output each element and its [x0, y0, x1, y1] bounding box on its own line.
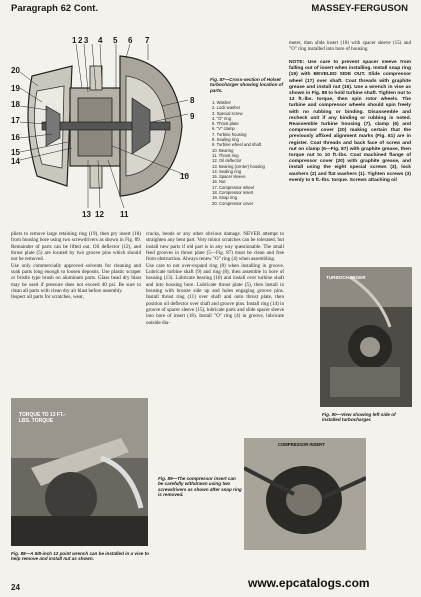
parts-list-item: 2. Lock washer	[212, 105, 241, 111]
parts-list-item: 13. Bearing (center) housing	[212, 163, 265, 169]
fig89-caption: Fig. 89—The compressor insert can be carefully withdrawn using two screwdrivers as shown after snap ring is removed.	[158, 476, 242, 498]
parts-list-item: 3. Special screw	[212, 110, 243, 116]
text-col2: cracks, bends or any other obvious damage. NEVER attempt to straighten any bent part. Very minor scratches can be tolerated, but install new parts if old part is in any way questionable. The small feed grooves in thrust plate (5—Fig. 87) must be clean and free from obstruction. Always renew "O" ring (4) when assembling. Use care to not over-expand ring (8) when installing in groove. Lubricate turbine shaft (9) and ring (8), then assemble in bore of housing (13). Lubricate bearing (10) and install over turbine shaft and into housing bore. Lubricate thrust plate (5), then install in housing with bronze side up and holes engaging groove pins. Install thrust ring (11) over shaft and onto thrust plate, then position oil deflector over shaft and groove pins. Install ring (14) in groove of spacer sleeve (15), lubricate parts and slide spacer sleeve into bore of insert (18). Install "O" ring (4) in groove, lubricate outside dia-	[146, 231, 284, 326]
turbocharger-cross-section	[12, 36, 198, 218]
text-col1: pliers to remove large retaining ring (19), then pry insert (18) from housing bore using two screwdrivers as shown in Fig. 89. Remainder of parts can be lifted out. Oil deflector (12), and thrust plate (5) are located by two groove pins which should not be removed. Use only commercially approved solvents for cleaning and soak parts long enough to loosen deposits. Use plastic scraper or bristle type brush on aluminum parts. Glass bead dry blast may be used if pressure does not exceed 40 psi. Be sure to clean all parts with clean dry air blast before assembly. Inspect all parts for scratches, wear,	[11, 231, 141, 301]
parts-list-item: 6. "V" clamp	[212, 126, 235, 132]
fig87-callout-19: 19	[11, 84, 20, 93]
fig90-caption: Fig. 90—View showing left side of installed turbocharger.	[322, 412, 396, 423]
parts-list-item: 18. Compressor insert	[212, 190, 254, 196]
parts-list-item: 8. Sealing ring	[212, 137, 239, 143]
fig87-callout-1-3	[72, 36, 90, 45]
fig87-callout-7: 7	[145, 36, 150, 45]
fig90-photo	[320, 267, 412, 407]
page-number: 24	[11, 583, 20, 592]
callout: 3	[83, 36, 90, 45]
callout: 2	[77, 36, 84, 45]
fig87-callout-15: 15	[11, 148, 20, 157]
fig87-callout-6: 6	[128, 36, 133, 45]
fig89-photo	[244, 438, 366, 550]
parts-list-item: 5. Thrust plate	[212, 121, 239, 127]
fig87-callout-14: 14	[11, 157, 20, 166]
parts-list-item: 10. Bearing	[212, 147, 234, 153]
fig87-caption: Fig. 87—Cross-section of Holset turbocharger showing location of parts.	[210, 77, 283, 93]
fig87-callout-10: 10	[180, 172, 189, 181]
fig87-callout-13: 13	[82, 210, 91, 219]
fig87-callout-16: 16	[11, 133, 20, 142]
fig87-parts-list	[212, 100, 294, 206]
parts-list-item: 7. Turbine housing	[212, 131, 247, 137]
text-note-bold: NOTE: Use care to prevent spacer sleeve from falling out of insert when installing. Install snap ring (19) with BEVELED SIDE OUT. Slide compressor wheel (17) over shaft. Coat threads with graphite grease and install nut (16). Use a wrench in vise as shown in Fig. 88 to hold turbine shaft. Tighten nut to 13 ft.-lbs. torque, then spin rotor wheels. The turbine and compressor wheels should spin freely with no rubbing or binding. Disassemble and recheck unit if any binding or rubbing is noted. Reassemble turbine housing (7), clamp (6) and compressor cover (20) making certain that the previously affixed alignment marks (Fig. 81) are in register. Coat threads and back face of screw and nut on clamp (6—Fig. 87) with graphite grease, then torque nut to 10 ft.-lbs. Coat machined flange of compressor cover (20) with graphite grease, and install using the eight special screws (3), lock washers (2) and flat washers (1). Tighten screws (3) evenly to 5 ft.-lbs. torque. Screws attaching oil	[289, 60, 411, 183]
parts-list-item: 4. "O" ring	[212, 115, 232, 121]
fig88-photo	[11, 398, 148, 546]
fig90-photo-label: TURBOCHARGER	[326, 275, 366, 280]
brand-heading: MASSEY-FERGUSON	[311, 3, 408, 14]
paragraph-heading: Paragraph 62 Cont.	[11, 3, 99, 14]
fig87-callout-8: 8	[190, 96, 195, 105]
watermark: www.epcatalogs.com	[248, 576, 370, 590]
fig89-photo-label: COMPRESSOR INSERT	[278, 442, 325, 447]
fig87-callout-5: 5	[113, 36, 118, 45]
parts-list-item: 1. Washer	[212, 100, 231, 105]
fig88-caption: Fig. 88—A 5/8-inch 12 point wrench can be installed in a vise to help remove and install nut as shown.	[11, 551, 149, 562]
text-col3-top: meter, then slide insert (18) with spacer sleeve (15) and "O" ring installed into bore of housing.	[289, 40, 411, 53]
parts-list-item: 16. Nut	[212, 179, 226, 185]
fig87-callout-18: 18	[11, 100, 20, 109]
callout: 1	[72, 36, 78, 45]
fig87-callout-9: 9	[190, 112, 195, 121]
installed-turbocharger-photo	[320, 267, 412, 407]
parts-list-item: 17. Compressor wheel	[212, 184, 254, 190]
parts-list-item: 12. Oil deflector	[212, 158, 242, 164]
fig87-callout-11: 11	[120, 210, 129, 219]
fig87-callout-12: 12	[95, 210, 104, 219]
parts-list-item: 9. Turbine wheel and shaft	[212, 142, 262, 148]
fig88-photo-label: TORQUE TO 13 FT.-LBS. TORQUE	[19, 412, 66, 424]
parts-list-item: 11. Thrust ring	[212, 152, 239, 158]
fig87-callout-17: 17	[11, 116, 20, 125]
parts-list-item: 19. Snap ring	[212, 195, 237, 201]
fig87-callout-20: 20	[11, 66, 20, 75]
compressor-insert-photo	[244, 438, 366, 550]
parts-list-item: 14. Sealing ring	[212, 168, 242, 174]
parts-list-item: 20. Compressor cover	[212, 200, 254, 206]
fig87-drawing	[12, 36, 198, 218]
parts-list-item: 15. Spacer sleeve	[212, 174, 246, 180]
fig87-callout-4: 4	[98, 36, 103, 45]
